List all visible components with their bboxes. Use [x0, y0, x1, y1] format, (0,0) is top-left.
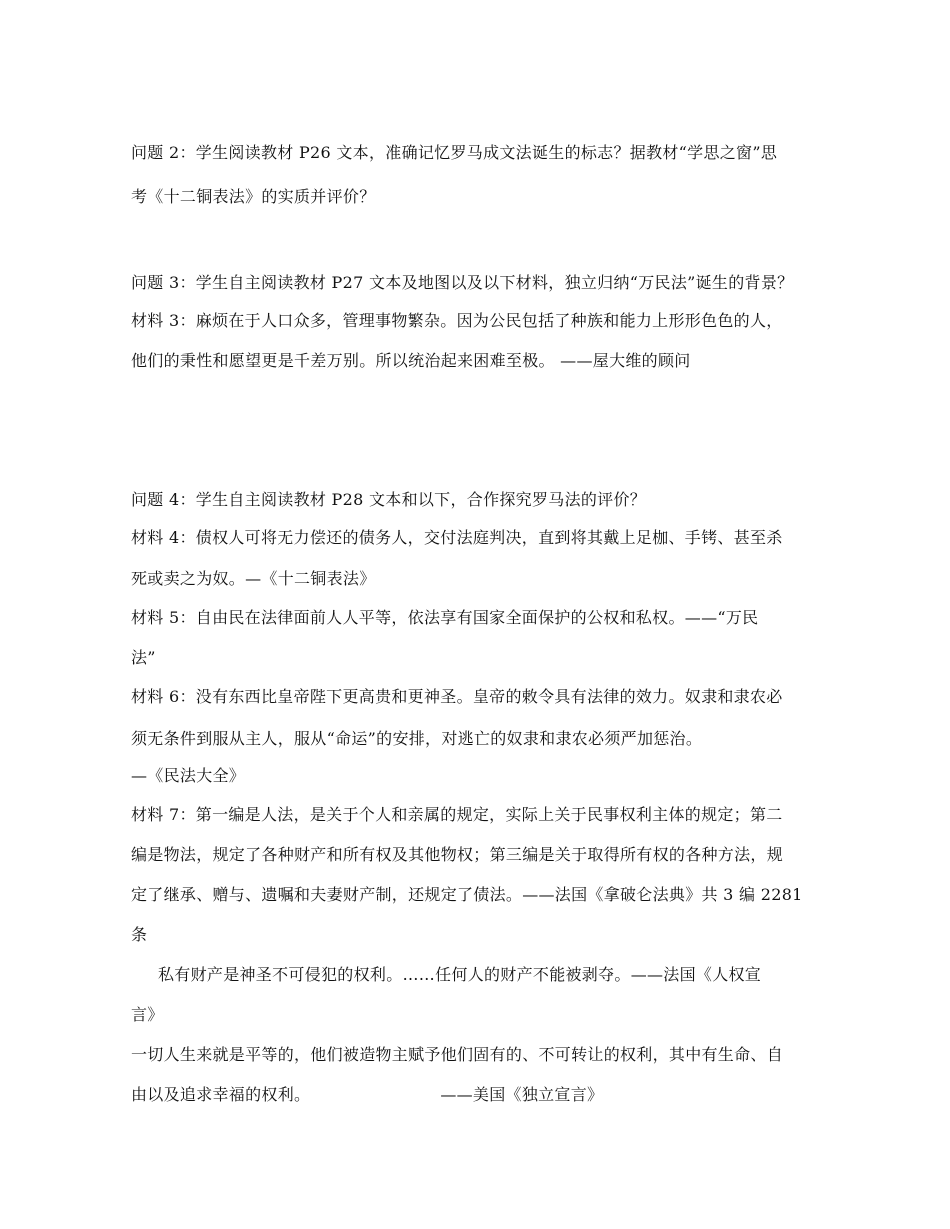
material-7-line-3: 定了继承、赠与、遗嘱和夫妻财产制，还规定了债法。——法国《拿破仑法典》共 3 编 2281 [131, 885, 803, 904]
material-5-line-2: 法” [131, 648, 156, 667]
question-2-line-1: 问题 2：学生阅读教材 P26 文本，准确记忆罗马成文法诞生的标志？据教材“学思之窗”思 [131, 143, 778, 162]
material-6-line-1: 材料 6：没有东西比皇帝陛下更高贵和更神圣。皇帝的敕令具有法律的效力。奴隶和隶农必 [131, 687, 783, 706]
independence-line-2 [131, 1084, 603, 1106]
independence-line-1: 一切人生来就是平等的，他们被造物主赋予他们固有的、不可转让的权利，其中有生命、自 [131, 1045, 784, 1064]
material-5-line-1: 材料 5：自由民在法律面前人人平等，依法享有国家全面保护的公权和私权。——“万民 [131, 608, 759, 627]
material-3-line-2: 他们的秉性和愿望更是千差万别。所以统治起来困难至极。 ——屋大维的顾问 [131, 351, 691, 370]
material-7-line-2: 编是物法，规定了各种财产和所有权及其他物权；第三编是关于取得所有权的各种方法，规 [131, 845, 784, 864]
question-4-line-1: 问题 4：学生自主阅读教材 P28 文本和以下，合作探究罗马法的评价？ [131, 490, 647, 509]
rights-declaration-line-2: 言》 [131, 1005, 164, 1024]
material-7-line-4: 条 [131, 925, 148, 944]
material-7-line-1: 材料 7：第一编是人法，是关于个人和亲属的规定，实际上关于民事权利主体的规定；第二 [131, 805, 783, 824]
independence-line-2-text: 由以及追求幸福的权利。 [131, 1085, 311, 1104]
question-3-line-1: 问题 3：学生自主阅读教材 P27 文本及地图以及以下材料，独立归纳“万民法”诞生的背景？ [131, 273, 794, 292]
material-4-line-1: 材料 4：债权人可将无力偿还的债务人，交付法庭判决，直到将其戴上足枷、手铐、甚至杀 [131, 528, 783, 547]
material-4-line-2: 死或卖之为奴。—《十二铜表法》 [131, 569, 376, 588]
material-6-line-3: —《民法大全》 [131, 766, 246, 785]
material-3-line-1: 材料 3：麻烦在于人口众多，管理事物繁杂。因为公民包括了种族和能力上形形色色的人， [131, 311, 783, 330]
material-6-line-2: 须无条件到服从主人，服从“命运”的安排，对逃亡的奴隶和隶农必须严加惩治。 [131, 729, 703, 748]
rights-declaration-line-1: 私有财产是神圣不可侵犯的权利。……任何人的财产不能被剥夺。——法国《人权宣 [158, 965, 762, 984]
question-2-line-2: 考《十二铜表法》的实质并评价？ [131, 187, 376, 206]
independence-source: ——美国《独立宣言》 [440, 1085, 604, 1104]
